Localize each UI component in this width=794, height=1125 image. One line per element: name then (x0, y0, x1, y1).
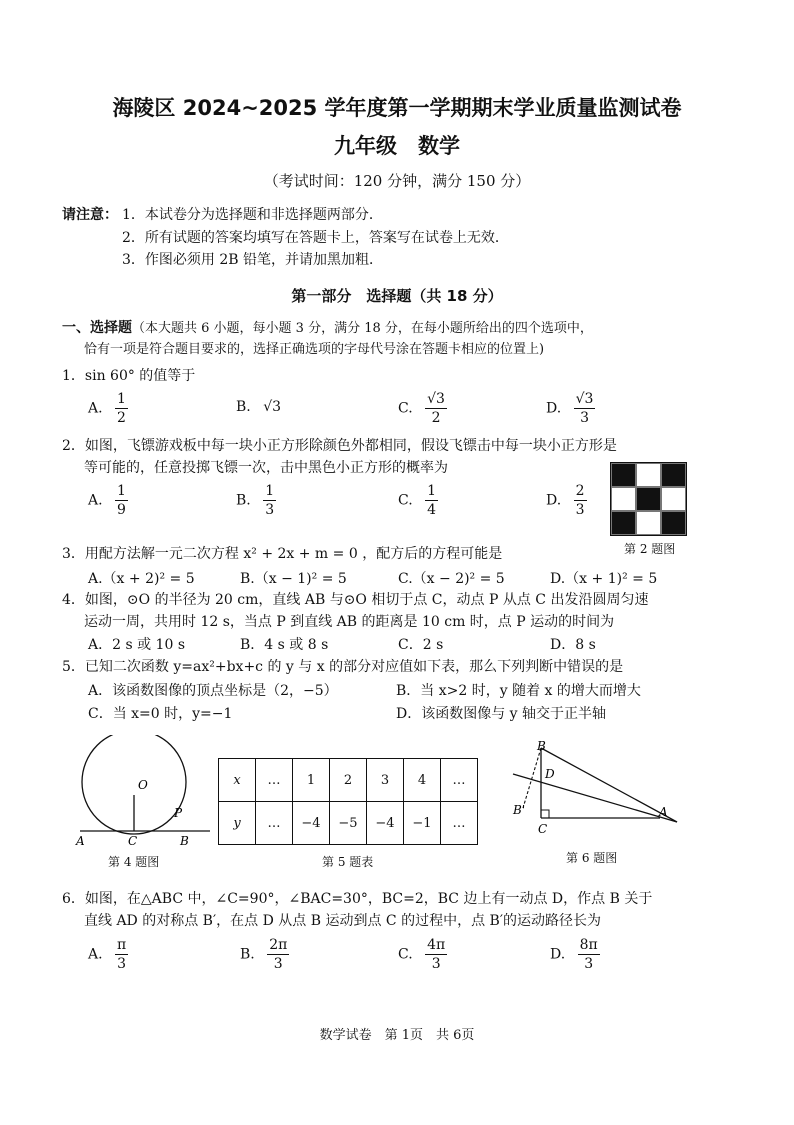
table-cell: … (441, 759, 478, 802)
q6-option-b[interactable] (240, 936, 289, 973)
table-cell: … (256, 759, 293, 802)
label-a: A (76, 834, 85, 848)
denominator: 3 (575, 502, 585, 518)
exam-subtitle: 九年级 数学 (334, 134, 460, 158)
label-p: P (174, 806, 183, 820)
black-square (661, 511, 686, 535)
q1-option-a[interactable] (88, 390, 128, 427)
option-value: √3 (263, 399, 282, 415)
page-footer: 数学试卷 第 1页 共 6页 (319, 1028, 475, 1043)
table-cell: −5 (330, 802, 367, 845)
denominator: 3 (265, 502, 275, 518)
denominator: 3 (431, 956, 441, 972)
section-desc: （本大题共 6 小题，每小题 3 分，满分 18 分，在每小题所给出的四个选项中， (132, 321, 593, 336)
q3-option-d[interactable]: D.（x + 1)² = 5 (550, 571, 658, 587)
label-o: O (138, 778, 148, 792)
table-cell: 1 (293, 759, 330, 802)
denominator: 2 (431, 410, 441, 426)
q4-figure (70, 735, 220, 850)
table-cell: −4 (293, 802, 330, 845)
dartboard-figure (610, 462, 687, 536)
q1-option-d[interactable] (546, 390, 595, 427)
table-cell: −4 (367, 802, 404, 845)
option-label: B. (236, 492, 251, 509)
denominator: 3 (584, 956, 594, 972)
numerator: √3 (575, 391, 594, 407)
right-angle-mark (541, 810, 549, 818)
numerator: 1 (265, 483, 275, 499)
white-square (636, 511, 661, 535)
table-cell: 4 (404, 759, 441, 802)
line-ad (513, 774, 677, 822)
q5-option-d[interactable]: D．该函数图像与 y 轴交于正半轴 (396, 706, 607, 722)
q1-stem: 1．sin 60° 的值等于 (62, 368, 196, 384)
numerator: 1 (427, 483, 437, 499)
q4-option-c[interactable]: C．2 s (398, 637, 444, 653)
table-cell: 2 (330, 759, 367, 802)
option-label: A. (88, 492, 103, 509)
q6-option-a[interactable] (88, 936, 128, 973)
denominator: 4 (427, 502, 437, 518)
denominator: 3 (117, 956, 127, 972)
q6-option-d[interactable] (550, 936, 600, 973)
white-square (611, 487, 636, 511)
q2-option-a[interactable] (88, 482, 128, 519)
label-c: C (128, 834, 138, 848)
notice-item: 1．本试卷分为选择题和非选择题两部分． (122, 207, 383, 223)
notice-item: 2．所有试题的答案均填写在答题卡上，答案写在试卷上无效． (122, 230, 509, 246)
q5-option-b[interactable]: B．当 x>2 时，y 随着 x 的增大而增大 (396, 683, 641, 699)
q4-stem: 4．如图，⊙O 的半径为 20 cm，直线 AB 与⊙O 相切于点 C，动点 P 从点 C 出发沿圆周匀速 (62, 592, 649, 608)
q6-option-c[interactable] (398, 936, 447, 973)
denominator: 3 (580, 410, 590, 426)
q5-option-c[interactable]: C．当 x=0 时，y=−1 (88, 706, 233, 722)
denominator: 3 (273, 956, 283, 972)
q5-stem: 5．已知二次函数 y=ax²+bx+c 的 y 与 x 的部分对应值如下表，那么下列判断中错误的是 (62, 659, 624, 675)
numerator: 2 (575, 483, 585, 499)
option-label: D. (546, 492, 562, 509)
denominator: 9 (117, 502, 126, 518)
black-square (636, 487, 661, 511)
q6-stem: 6．如图，在△ABC 中，∠C=90°，∠BAC=30°，BC=2，BC 边上有一动点 D，作点 B 关于 (62, 891, 653, 907)
table-cell: x (219, 759, 256, 802)
q2-option-d[interactable] (546, 482, 587, 519)
white-square (661, 487, 686, 511)
label-b-prime: B' (513, 803, 526, 817)
q2-figure-caption: 第 2 题图 (624, 542, 676, 556)
option-label: B. (236, 399, 251, 415)
white-square (636, 463, 661, 487)
option-label: C. (398, 492, 413, 509)
numerator: 8π (579, 937, 598, 953)
table-cell: … (441, 802, 478, 845)
exam-info: （考试时间：120 分钟，满分 150 分） (263, 172, 531, 190)
numerator: 2π (269, 937, 288, 953)
label-d: D (545, 767, 555, 781)
numerator: 1 (117, 483, 126, 499)
q3-option-a[interactable]: A.（x + 2)² = 5 (88, 571, 195, 587)
q2-stem: 等可能的，任意投掷飞镖一次，击中黑色小正方形的概率为 (84, 460, 448, 476)
notice-item: 3．作图必须用 2B 铅笔，并请加黑加粗． (122, 252, 384, 268)
table-row-y (219, 802, 478, 845)
table-cell: 3 (367, 759, 404, 802)
option-label: D. (546, 400, 562, 417)
label-b: B (180, 834, 189, 848)
numerator: π (117, 937, 127, 953)
option-label: C. (398, 400, 413, 417)
black-square (611, 511, 636, 535)
exam-title: 海陵区 2024~2025 学年度第一学期期末学业质量监测试卷 (112, 96, 682, 120)
black-square (611, 463, 636, 487)
section-intro (62, 318, 593, 339)
table-row-x (219, 759, 478, 802)
label-c: C (538, 822, 548, 836)
q4-option-d[interactable]: D．8 s (550, 637, 596, 653)
option-label: D. (550, 946, 566, 963)
q2-option-b[interactable] (236, 482, 276, 519)
option-label: A. (88, 946, 103, 963)
q1-option-b[interactable] (236, 399, 281, 415)
q2-option-c[interactable] (398, 482, 438, 519)
q4-figure-caption: 第 4 题图 (108, 855, 160, 869)
q6-stem: 直线 AD 的对称点 B′，在点 D 从点 B 运动到点 C 的过程中，点 B′的运动路径长为 (84, 913, 601, 929)
q3-option-b[interactable]: B.（x − 1)² = 5 (240, 571, 347, 587)
q3-stem: 3．用配方法解一元二次方程 x² + 2x + m = 0 ，配方后的方程可能是 (62, 546, 503, 562)
black-square (661, 463, 686, 487)
q2-stem: 2．如图，飞镖游戏板中每一块小正方形除颜色外都相同，假设飞镖击中每一块小正方形是 (62, 438, 617, 454)
label-b: B (537, 739, 546, 753)
q5-option-a[interactable]: A．该函数图像的顶点坐标是（2，−5） (88, 683, 338, 699)
part-heading: 第一部分 选择题（共 18 分） (291, 287, 503, 305)
q4-option-a[interactable]: A．2 s 或 10 s (88, 637, 186, 653)
q1-option-c[interactable] (398, 390, 447, 427)
section-desc: 恰有一项是符合题目要求的，选择正确选项的字母代号涂在答题卡相应的位置上) (84, 342, 545, 357)
notice-label: 请注意： (62, 207, 118, 223)
numerator: 1 (117, 391, 126, 407)
q5-value-table (218, 758, 478, 845)
q6-figure (505, 738, 685, 838)
q6-figure-caption: 第 6 题图 (566, 851, 618, 865)
q4-option-b[interactable]: B．4 s 或 8 s (240, 637, 329, 653)
q4-stem: 运动一周，共用时 12 s，当点 P 到直线 AB 的距离是 10 cm 时，点 P 运动的时间为 (84, 614, 615, 630)
table-cell: … (256, 802, 293, 845)
option-label: B. (240, 946, 255, 963)
q3-option-c[interactable]: C.（x − 2)² = 5 (398, 571, 505, 587)
option-label: C. (398, 946, 413, 963)
table-cell: −1 (404, 802, 441, 845)
q5-table-caption: 第 5 题表 (322, 855, 374, 869)
side-ab-extended (541, 748, 677, 822)
section-label: 一、选择题 (62, 320, 132, 336)
label-a: A (659, 805, 668, 819)
option-label: A. (88, 400, 103, 417)
denominator: 2 (117, 410, 126, 426)
numerator: 4π (427, 937, 446, 953)
numerator: √3 (427, 391, 445, 407)
table-cell: y (219, 802, 256, 845)
